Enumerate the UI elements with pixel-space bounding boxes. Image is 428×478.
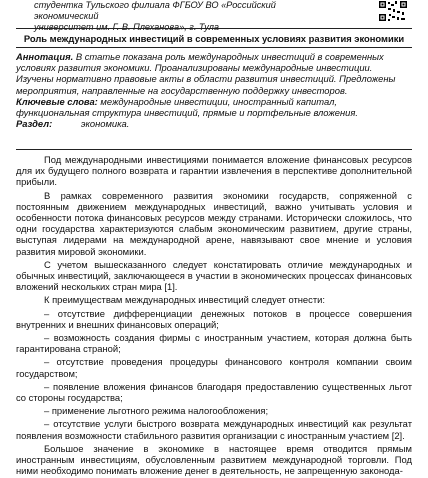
affiliation-line-2: университет им. Г. В. Плеханова», г. Тула [34, 22, 220, 32]
paragraph: К преимуществам международных инвестиций следует отнести: [44, 294, 325, 306]
list-item: – возможность создания фирмы с иностранным участием, которая должна быть гарантирована страной; [16, 332, 412, 355]
paragraph: Большое значение в экономике в настоящее время отводится прямым иностранным инвестициям, обусловленным развитием международной торговли. Под ними необходимо понимать вложение денег в деятельность, не запрещенную законода- [16, 442, 412, 477]
article-body [16, 154, 412, 478]
section-label: Раздел: [16, 118, 53, 130]
keywords-label: Ключевые слова: [16, 95, 98, 107]
abstract-divider [16, 149, 412, 150]
list-item: – отсутствие дифференциации денежных потоков в процессе совершения внутренних и внешних финансовых операций; [16, 307, 412, 330]
article-title: Роль международных инвестиций в современных условиях развития экономики [23, 33, 405, 44]
abstract-block [16, 51, 412, 129]
qr-code-icon [378, 0, 408, 22]
title-divider [16, 47, 412, 48]
header-divider [16, 28, 412, 29]
paragraph: Под международными инвестициями понимается вложение финансовых ресурсов для их будущего полного возврата и гарантии извлечения в перспективе дополнительной прибыли. [16, 154, 412, 188]
list-item: – отсутствие услуги быстрого возврата международных инвестиций как результат появления возможности стабильного развития организации с иностранным участием [2]. [16, 418, 412, 441]
paragraph: В рамках современного развития экономики государств, сопряженной с постоянным движением международных инвестиций, важно учитывать условия и особенности потока финансовых ресурсов между странами. Исторически сложилось, что одни государства характеризуются слабым экономическим развитием, другие страны, выступая лидерами на международной арене, навязывают свое мнение и условия развития мировой экономики. [16, 189, 412, 257]
annotation-label: Аннотация. [16, 51, 74, 62]
annotation [16, 51, 412, 96]
section-text: экономика. [80, 118, 130, 130]
keywords [16, 96, 412, 118]
affiliation-line-1: студентка Тульского филиала ФГБОУ ВО «Российский экономический [34, 0, 276, 21]
paragraph: С учетом вышесказанного следует констатировать отличие международных и обычных инвестиций, заключающееся в участии в экономических процессах финансовых вложений нескольких стран мира [1]. [16, 258, 412, 293]
annotation-text: В статье показана роль международных инвестиций в современных условиях развития экономики. Проанализированы международные инвестиции. Изучены нормативно правовые акты в области развития инвестиций. Предложены мероприятия, направленные на государственную поддержку инвесторов. [16, 51, 396, 96]
list-item: – появление вложения финансов благодаря предоставлению существенных льгот со стороны государства; [16, 380, 412, 404]
list-item: – отсутствие проведения процедуры финансового контроля компании своим государством; [16, 356, 412, 379]
keywords-text: международные инвестиции, иностранный капитал, функциональная структура инвестиций, прямые и портфельные вложения. [16, 95, 358, 119]
section [16, 118, 412, 129]
list-item: – применение льготного режима налогообложения; [44, 405, 269, 417]
